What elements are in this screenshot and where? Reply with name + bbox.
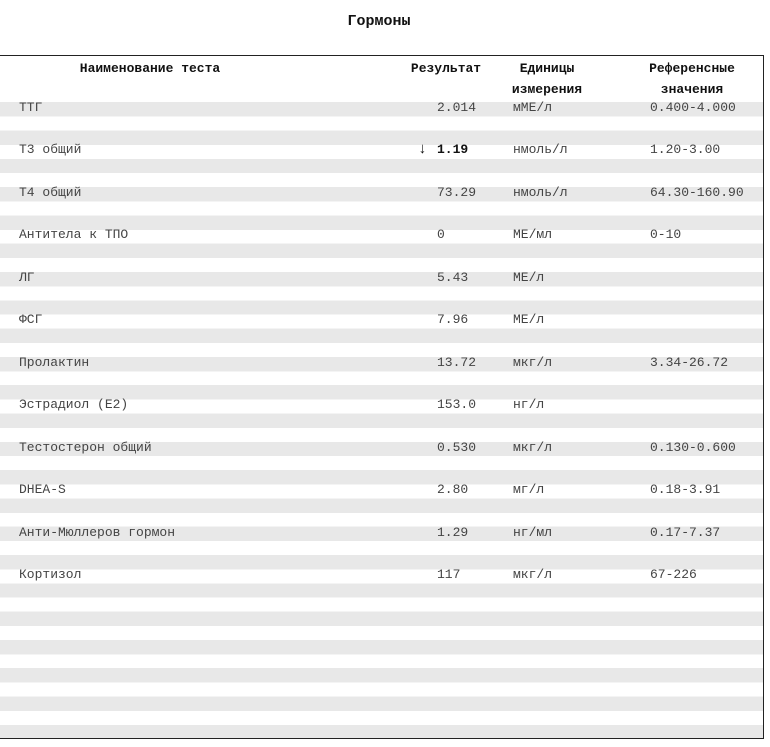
reference-range: 1.20-3.00 xyxy=(650,142,721,157)
table-row xyxy=(0,397,763,425)
test-name: Пролактин xyxy=(19,355,90,370)
table-row xyxy=(0,312,763,340)
table-row xyxy=(0,270,763,298)
units-value: нмоль/л xyxy=(513,185,568,200)
table-row xyxy=(0,227,763,255)
test-name: Кортизол xyxy=(19,567,82,582)
table-row xyxy=(0,142,763,170)
header-units-line1: Единицы xyxy=(519,61,575,76)
test-name: Эстрадиол (Е2) xyxy=(19,397,129,412)
reference-range: 0-10 xyxy=(650,227,682,242)
header-result: Результат xyxy=(410,61,482,76)
units-value: нг/л xyxy=(513,397,545,412)
result-value: 13.72 xyxy=(437,355,477,370)
reference-range: 0.18-3.91 xyxy=(650,482,721,497)
result-value: 0 xyxy=(437,227,445,242)
test-name: Анти-Мюллеров гормон xyxy=(19,525,176,540)
units-value: мкг/л xyxy=(513,440,553,455)
table-header xyxy=(0,56,763,98)
reference-range: 0.17-7.37 xyxy=(650,525,721,540)
units-value: МЕ/мл xyxy=(513,227,553,242)
header-test-name: Наименование теста xyxy=(79,61,221,76)
reference-range: 3.34-26.72 xyxy=(650,355,729,370)
units-value: МЕ/л xyxy=(513,270,545,285)
header-units-line2: измерения xyxy=(511,82,583,97)
result-value: 117 xyxy=(437,567,461,582)
table-row xyxy=(0,482,763,510)
header-reference-line1: Референсные xyxy=(649,61,735,76)
test-name: ФСГ xyxy=(19,312,43,327)
header-reference-line2: значения xyxy=(660,82,724,97)
result-value: 1.19 xyxy=(437,142,469,157)
low-flag-arrow-icon: ↓ xyxy=(418,141,428,158)
units-value: нмоль/л xyxy=(513,142,568,157)
test-name: Антитела к ТПО xyxy=(19,227,129,242)
units-value: мМЕ/л xyxy=(513,100,553,115)
page-title: Гормоны xyxy=(347,13,411,30)
test-name: Тестостерон общий xyxy=(19,440,152,455)
result-value: 5.43 xyxy=(437,270,469,285)
result-value: 2.014 xyxy=(437,100,477,115)
units-value: нг/мл xyxy=(513,525,553,540)
units-value: мг/л xyxy=(513,482,545,497)
table-row xyxy=(0,185,763,213)
test-name: Т3 общий xyxy=(19,142,82,157)
test-name: DHEA-S xyxy=(19,482,66,497)
header-reference xyxy=(628,58,756,100)
reference-range: 0.130-0.600 xyxy=(650,440,736,455)
header-units xyxy=(492,58,602,100)
table-row xyxy=(0,525,763,553)
table-row xyxy=(0,567,763,595)
table-row xyxy=(0,100,763,128)
result-value: 1.29 xyxy=(437,525,469,540)
units-value: мкг/л xyxy=(513,355,553,370)
test-name: Т4 общий xyxy=(19,185,82,200)
result-value: 153.0 xyxy=(437,397,477,412)
test-name: ЛГ xyxy=(19,270,35,285)
results-table xyxy=(0,55,764,739)
units-value: МЕ/л xyxy=(513,312,545,327)
units-value: мкг/л xyxy=(513,567,553,582)
result-value: 7.96 xyxy=(437,312,469,327)
result-value: 73.29 xyxy=(437,185,477,200)
reference-range: 64.30-160.90 xyxy=(650,185,744,200)
reference-range: 0.400-4.000 xyxy=(650,100,736,115)
reference-range: 67-226 xyxy=(650,567,697,582)
result-value: 0.530 xyxy=(437,440,477,455)
result-value: 2.80 xyxy=(437,482,469,497)
table-row xyxy=(0,440,763,468)
test-name: ТТГ xyxy=(19,100,43,115)
table-row xyxy=(0,355,763,383)
